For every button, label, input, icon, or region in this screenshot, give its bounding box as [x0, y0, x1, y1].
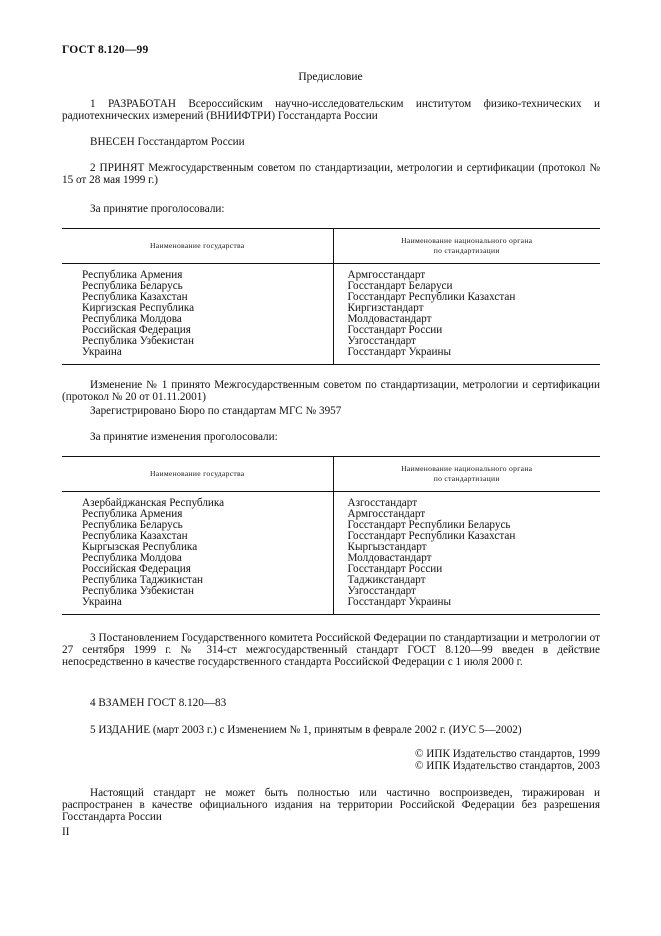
table2-body-cell: Госстандарт России — [347, 563, 443, 575]
table1-bodies-column — [333, 264, 600, 365]
vote-label-2: За принятие изменения проголосовали: — [90, 431, 278, 443]
paragraph-resolution: 3 Постановлением Государственного комитета Российской Федерации по стандартизации и метрологии от 27 сентября 1999 г. № 314-ст межгосударственный стандарт ГОСТ 8.120—99 введен в действие непосредственно в качестве государственного стандарта Российской Федерации с 1 июля 2000 г. — [62, 632, 600, 668]
paragraph-edition: 5 ИЗДАНИЕ (март 2003 г.) с Изменением № 1, принятым в феврале 2002 г. (ИУС 5—2002) — [90, 724, 522, 736]
paragraph-amendment: Изменение № 1 принято Межгосударственным советом по стандартизации, метрологии и сертификации (протокол № 20 от 01.11.2001) — [62, 379, 600, 403]
table2-state-cell: Республика Таджикистан — [82, 574, 204, 586]
vote-label-1: За принятие проголосовали: — [90, 203, 225, 215]
table2-state-cell: Российская Федерация — [82, 563, 191, 575]
table2-body-cell: Кыргызстандарт — [347, 541, 427, 553]
table2-header-body-line1: Наименование национального органа — [401, 464, 533, 473]
table1-state-cell: Республика Беларусь — [82, 280, 183, 292]
reproduction-notice: Настоящий стандарт не может быть полностью или частично воспроизведен, тиражирован и распространен в качестве официального издания на территории Российской Федерации без разрешения Госстандарта России — [62, 787, 600, 823]
table2-state-cell: Республика Беларусь — [82, 519, 183, 531]
table2-state-cell: Украина — [82, 596, 122, 608]
page-number: II — [62, 826, 70, 838]
table1-body-cell: Армгосстандарт — [347, 269, 426, 281]
table2-state-cell: Кыргызская Республика — [82, 541, 198, 553]
table1-body-cell: Киргизстандарт — [347, 302, 424, 314]
copyright-2003: © ИПК Издательство стандартов, 2003 — [414, 760, 600, 772]
table2-bodies-column — [333, 492, 600, 615]
table1-state-cell: Республика Молдова — [82, 313, 182, 325]
table1-state-cell: Российская Федерация — [82, 324, 191, 336]
table2-body-cell: Госстандарт Республики Беларусь — [347, 519, 511, 531]
copyright-1999: © ИПК Издательство стандартов, 1999 — [414, 748, 600, 760]
table2-state-cell: Республика Молдова — [82, 552, 182, 564]
table2-body-cell: Таджикстандарт — [347, 574, 426, 586]
table1-body-cell: Госстандарт Республики Казахстан — [347, 291, 516, 303]
table2-header-state: Наименование государства — [62, 457, 333, 492]
document-header: ГОСТ 8.120—99 — [62, 44, 149, 56]
paragraph-replaces: 4 ВЗАМЕН ГОСТ 8.120—83 — [90, 697, 227, 709]
table1-header-state: Наименование государства — [62, 229, 333, 264]
table1-state-cell: Республика Узбекистан — [82, 335, 194, 347]
section-title: Предисловие — [298, 71, 363, 83]
table1-body-cell: Узгосстандарт — [347, 335, 416, 347]
table2-body-cell: Узгосстандарт — [347, 585, 416, 597]
paragraph-registered: Зарегистрировано Бюро по стандартам МГС № 3957 — [90, 405, 342, 417]
paragraph-introduced: ВНЕСЕН Госстандартом России — [90, 136, 245, 148]
table1-header-body-line2: по стандартизации — [433, 246, 500, 255]
table2-states-column — [62, 492, 333, 615]
table1-state-cell: Украина — [82, 346, 122, 358]
table2-state-cell: Азербайджанская Республика — [82, 497, 225, 509]
table2-state-cell: Республика Казахстан — [82, 530, 188, 542]
table2-body-cell: Госстандарт Республики Казахстан — [347, 530, 516, 542]
table2-body-cell: Армгосстандарт — [347, 508, 426, 520]
voting-table-1 — [62, 228, 600, 365]
table1-state-cell: Республика Армения — [82, 269, 183, 281]
table1-states-column — [62, 264, 333, 365]
table2-body-cell: Азгосстандарт — [347, 497, 418, 509]
paragraph-adopted: 2 ПРИНЯТ Межгосударственным советом по стандартизации, метрологии и сертификации (протокол № 15 от 28 мая 1999 г.) — [62, 162, 600, 186]
table1-state-cell: Киргизская Республика — [82, 302, 195, 314]
table2-body-cell: Молдовастандарт — [347, 552, 432, 564]
table1-header-body — [333, 229, 600, 264]
table2-body-cell: Госстандарт Украины — [347, 596, 451, 608]
table1-body-cell: Госстандарт Беларуси — [347, 280, 453, 292]
table2-state-cell: Республика Армения — [82, 508, 183, 520]
table1-body-cell: Госстандарт Украины — [347, 346, 451, 358]
table2-state-cell: Республика Узбекистан — [82, 585, 194, 597]
table2-header-body — [333, 457, 600, 492]
table1-body-cell: Госстандарт России — [347, 324, 443, 336]
table1-body-cell: Молдовастандарт — [347, 313, 432, 325]
paragraph-developed: 1 РАЗРАБОТАН Всероссийским научно-исследовательским институтом физико-технических и радиотехнических измерений (ВНИИФТРИ) Госстандарта России — [62, 98, 600, 122]
table2-header-body-line2: по стандартизации — [433, 474, 500, 483]
voting-table-2 — [62, 456, 600, 615]
table1-header-body-line1: Наименование национального органа — [401, 236, 533, 245]
table1-state-cell: Республика Казахстан — [82, 291, 188, 303]
